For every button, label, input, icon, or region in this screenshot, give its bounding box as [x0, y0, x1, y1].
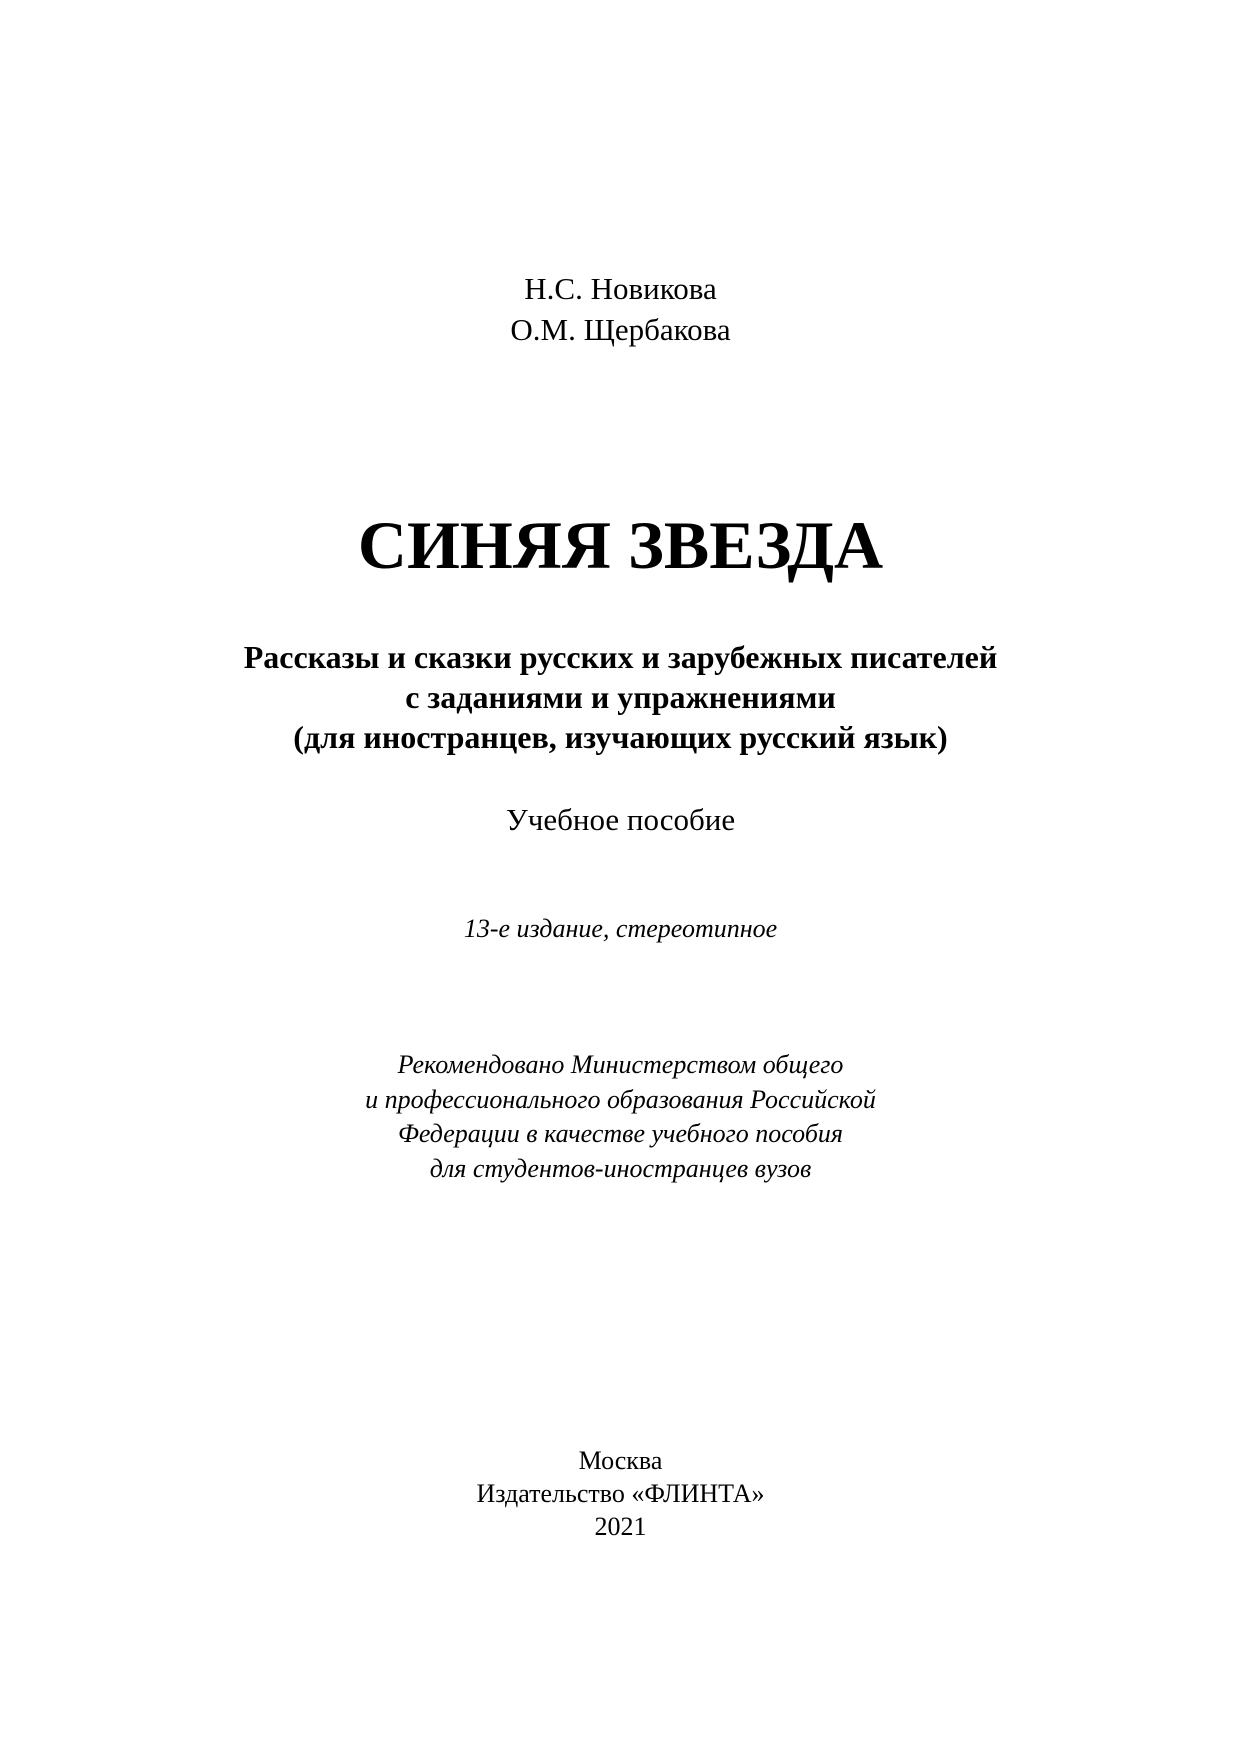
ministry-recommendation [0, 1048, 1241, 1186]
recommendation-line: для студентов-иностранцев вузов [429, 1153, 812, 1183]
publication-type: Учебное пособие [505, 802, 736, 837]
subtitle-line: Рассказы и сказки русских и зарубежных писателей [243, 639, 998, 675]
author-name: О.М. Щербакова [510, 312, 731, 347]
authors [0, 268, 1241, 350]
imprint [0, 1444, 1241, 1543]
book-title: СИНЯЯ ЗВЕЗДА [357, 507, 884, 583]
recommendation-line: Федерации в качестве учебного пособия [398, 1119, 843, 1148]
recommendation-line: и профессионального образования Российской [365, 1084, 876, 1114]
edition-note: 13-е издание, стереотипное [463, 914, 778, 943]
book-subtitle [0, 637, 1241, 757]
imprint-publisher: Издательство «ФЛИНТА» [476, 1479, 765, 1508]
recommendation-line: Рекомендовано Министерством общего [397, 1050, 844, 1079]
imprint-city: Москва [578, 1446, 663, 1475]
author-name: Н.С. Новикова [524, 271, 717, 306]
subtitle-line: с заданиями и упражнениями [405, 679, 836, 715]
imprint-year: 2021 [594, 1512, 647, 1541]
subtitle-line: (для иностранцев, изучающих русский язык) [293, 719, 948, 755]
